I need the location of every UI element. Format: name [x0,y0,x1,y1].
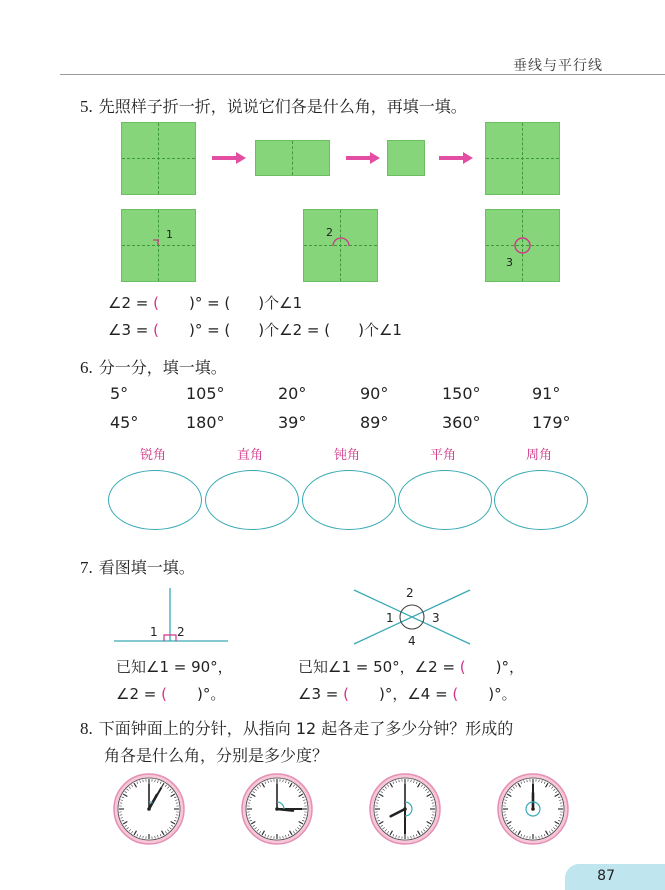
angle-value: 179° [532,413,571,432]
q5-equation-2 [108,319,402,340]
angle-value: 90° [360,384,389,403]
eq-text: 已知∠1 = 50°，∠2 = [298,658,460,676]
sort-ellipse-right[interactable] [205,470,299,530]
eq-text: )°。 [488,685,517,703]
q7-left-given: 已知∠1 = 90°， [116,658,233,676]
q6-text: 分一分，填一填。 [98,358,227,377]
category-acute: 锐角 [139,448,166,463]
sort-ellipse-full[interactable] [494,470,588,530]
q6-prompt [80,355,227,378]
answer-blank[interactable]: ( [153,321,159,339]
answer-blank[interactable]: ( [459,658,466,676]
paper-square-1 [121,122,196,195]
fig-right-label-3: 3 [432,611,440,625]
fig-right-label-4: 4 [408,634,416,648]
q8-prompt-2: 角各是什么角，分别是多少度？ [104,746,329,765]
angle-label-3: 3 [506,256,513,269]
angle-value: 180° [186,413,225,432]
right-arrow-icon [346,151,380,165]
paper-folded-half [255,140,330,176]
answer-blank[interactable]: ( [452,685,459,703]
fig-right-label-1: 1 [386,611,394,625]
paper-angle-2 [303,209,378,282]
q6-number: 6. [80,358,93,377]
eq-text: ∠3 = [108,321,154,339]
q5-text: 先照样子折一折，说说它们各是什么角，再填一填。 [98,97,467,116]
eq-text: ∠2 = [108,294,154,312]
q7-number: 7. [80,558,93,577]
eq-text: )个∠2 = ( [258,321,331,339]
angle-value: 89° [360,413,389,432]
sort-ellipse-obtuse[interactable] [302,470,396,530]
q5-equation-1 [108,292,302,313]
page-number-tab [565,864,665,890]
right-arrow-icon [212,151,246,165]
answer-blank[interactable]: ( [161,685,167,703]
sort-ellipse-acute[interactable] [108,470,202,530]
fig-left-label-2: 2 [177,625,185,639]
q7-prompt [80,555,195,578]
angle-value: 20° [278,384,307,403]
category-full: 周角 [525,448,552,463]
angle-value: 91° [532,384,561,403]
angle-label-2: 2 [326,226,333,239]
clock-face-4 [496,772,570,846]
page-number: 87 [597,868,615,884]
q7-text: 看图填一填。 [98,558,195,577]
eq-text: )个∠1 [258,294,303,312]
fig-right-label-2: 2 [406,586,414,600]
eq-text: ∠3 = [298,685,344,703]
paper-angle-3 [485,209,560,282]
fig-left-label-1: 1 [150,625,158,639]
q8-number: 8. [80,719,93,738]
angle-value: 5° [110,384,129,403]
clock-face-3 [368,772,442,846]
eq-text: )个∠1 [358,321,402,339]
paper-unfolded [485,122,560,195]
q8-prompt-1 [80,716,513,739]
answer-blank[interactable]: ( [343,685,349,703]
angle-value: 150° [442,384,481,403]
clock-face-2 [240,772,314,846]
eq-text: )°，∠4 = [378,685,453,703]
q8-text-1: 下面钟面上的分针，从指向 12 起各走了多少分钟？形成的 [98,719,514,738]
paper-folded-quarter [387,140,425,176]
eq-text: )° = ( [188,321,231,339]
category-straight: 平角 [429,448,456,463]
q7-right-given [298,656,524,677]
angle-value: 360° [442,413,481,432]
header-divider [60,74,665,75]
angle-label-1: 1 [166,228,173,241]
angle-value: 105° [186,384,225,403]
sort-ellipse-straight[interactable] [398,470,492,530]
category-right: 直角 [236,448,263,463]
q5-number: 5. [80,97,93,116]
right-arrow-icon [439,151,473,165]
category-obtuse: 钝角 [333,448,360,463]
perpendicular-figure [112,586,230,646]
answer-blank[interactable]: ( [153,294,159,312]
clock-face-1 [112,772,186,846]
angle-value: 45° [110,413,139,432]
angle-value: 39° [278,413,307,432]
eq-text: )° = ( [188,294,231,312]
eq-text: ∠2 = [116,685,162,703]
section-title: 垂线与平行线 [513,58,603,74]
eq-text: )°， [495,658,524,676]
q7-right-ask [298,683,517,704]
q7-left-ask [116,683,225,704]
eq-text: )°。 [196,685,226,703]
q5-prompt [80,94,467,117]
paper-angle-1 [121,209,196,282]
